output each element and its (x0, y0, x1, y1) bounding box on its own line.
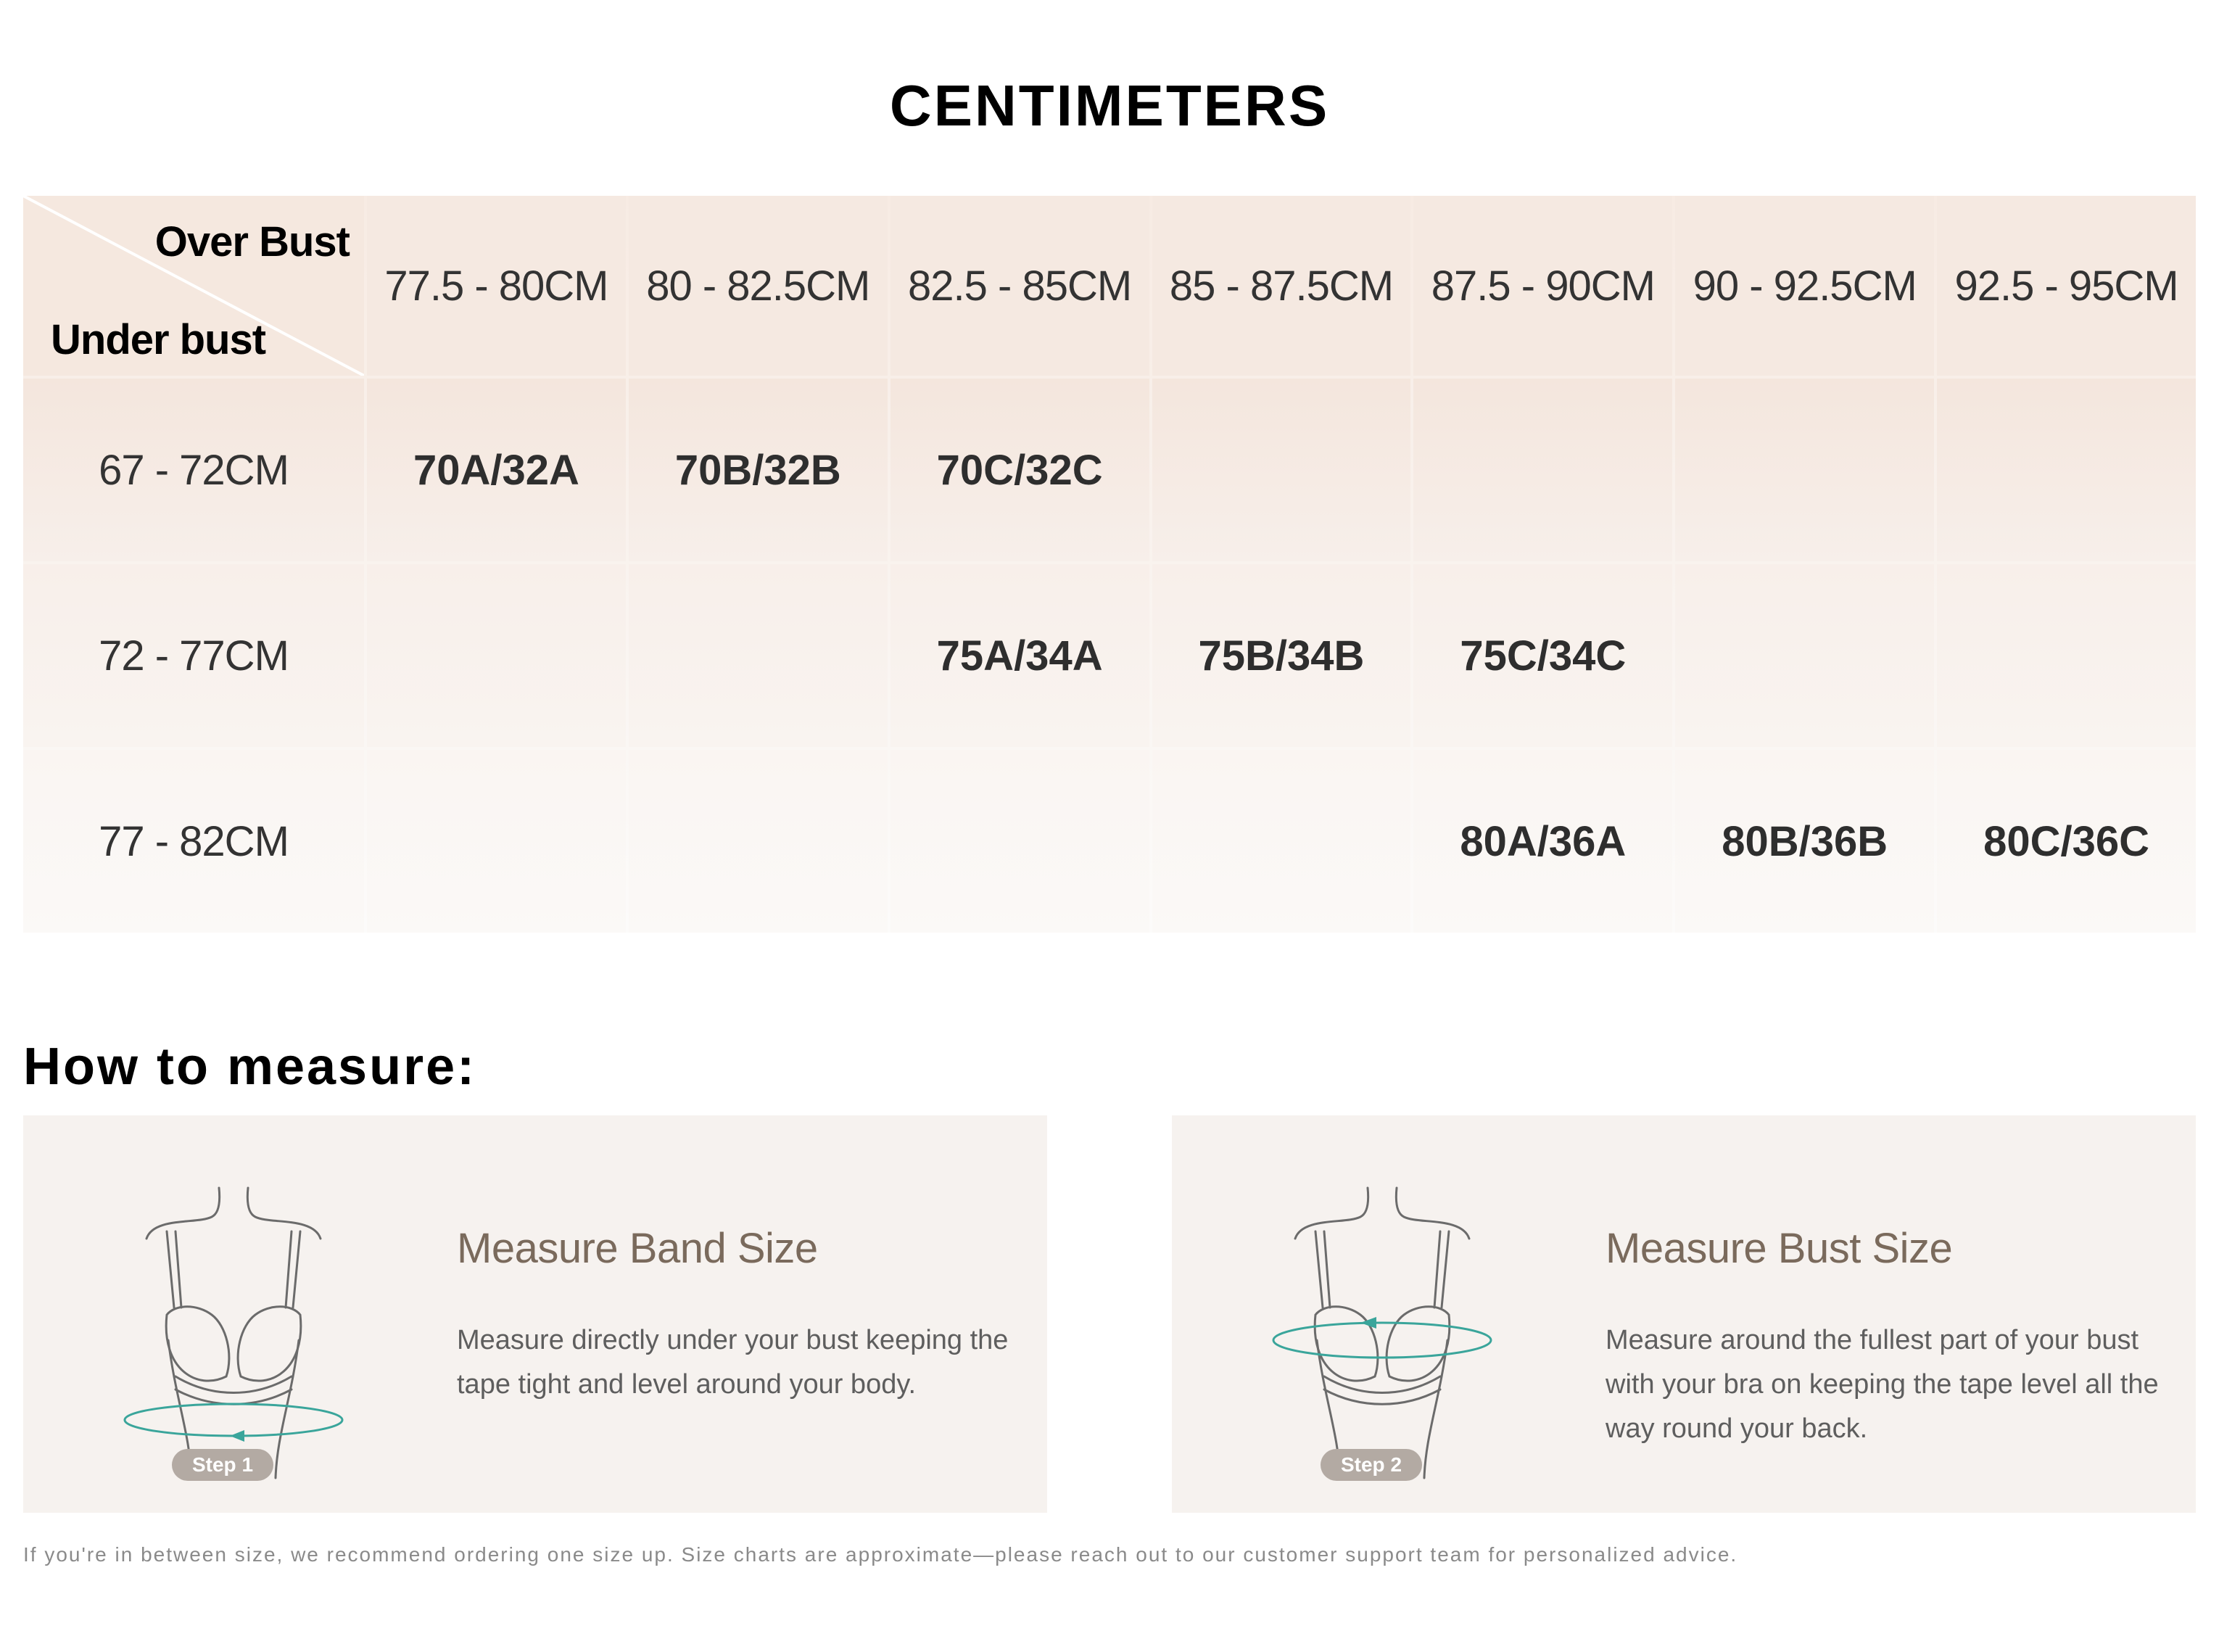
size-cell: 75A/34A (891, 564, 1149, 747)
under-bust-label: Under bust (51, 316, 266, 363)
step-description: Measure around the fullest part of your bust with your bra on keeping the tape level all the way round your back. (1606, 1325, 2159, 1444)
under-bust-row-label: 67 - 72CM (23, 379, 364, 561)
size-cell: 80B/36B (1675, 750, 1934, 933)
step-title: Measure Band Size (457, 1225, 818, 1272)
size-disclaimer: If you're in between size, we recommend ordering one size up. Size charts are approximate—please reach out to our customer support team for personalized advice. (23, 1543, 1738, 1566)
measure-step-panel-2 (1172, 1115, 2196, 1513)
size-cell: 75B/34B (1152, 564, 1411, 747)
over-bust-label: Over Bust (154, 218, 350, 265)
step-badge: Step 2 (1321, 1449, 1422, 1481)
step-description: Measure directly under your bust keeping the tape tight and level around your body. (457, 1325, 1009, 1400)
under-bust-row-label: 77 - 82CM (23, 750, 364, 933)
over-bust-header: 87.5 - 90CM (1413, 196, 1672, 376)
page-title: CENTIMETERS (889, 73, 1330, 138)
size-cell (1675, 564, 1934, 747)
size-cell: 70C/32C (891, 379, 1149, 561)
size-cell (1152, 750, 1411, 933)
size-chart-table (23, 196, 2196, 933)
over-bust-header: 92.5 - 95CM (1937, 196, 2196, 376)
bra-bust-measure-icon (1252, 1159, 1513, 1492)
size-cell: 70B/32B (629, 379, 888, 561)
size-cell (629, 750, 888, 933)
size-cell: 75C/34C (1413, 564, 1672, 747)
size-cell: 80A/36A (1413, 750, 1672, 933)
size-cell (1413, 379, 1672, 561)
size-cell: 70A/32A (367, 379, 626, 561)
over-bust-header: 85 - 87.5CM (1152, 196, 1411, 376)
over-bust-header: 77.5 - 80CM (367, 196, 626, 376)
size-cell (1152, 379, 1411, 561)
over-bust-header: 80 - 82.5CM (629, 196, 888, 376)
size-cell (1675, 379, 1934, 561)
size-cell (367, 750, 626, 933)
size-cell (367, 564, 626, 747)
size-cell (891, 750, 1149, 933)
step-badge: Step 1 (172, 1449, 273, 1481)
table-corner-header (23, 196, 364, 376)
size-cell: 80C/36C (1937, 750, 2196, 933)
under-bust-row-label: 72 - 77CM (23, 564, 364, 747)
bra-band-measure-icon (103, 1159, 364, 1492)
size-cell (629, 564, 888, 747)
size-cell (1937, 564, 2196, 747)
over-bust-header: 82.5 - 85CM (891, 196, 1149, 376)
over-bust-header: 90 - 92.5CM (1675, 196, 1934, 376)
measure-step-panel-1 (23, 1115, 1047, 1513)
how-to-measure-heading: How to measure: (23, 1038, 477, 1096)
size-cell (1937, 379, 2196, 561)
step-title: Measure Bust Size (1606, 1225, 1953, 1272)
